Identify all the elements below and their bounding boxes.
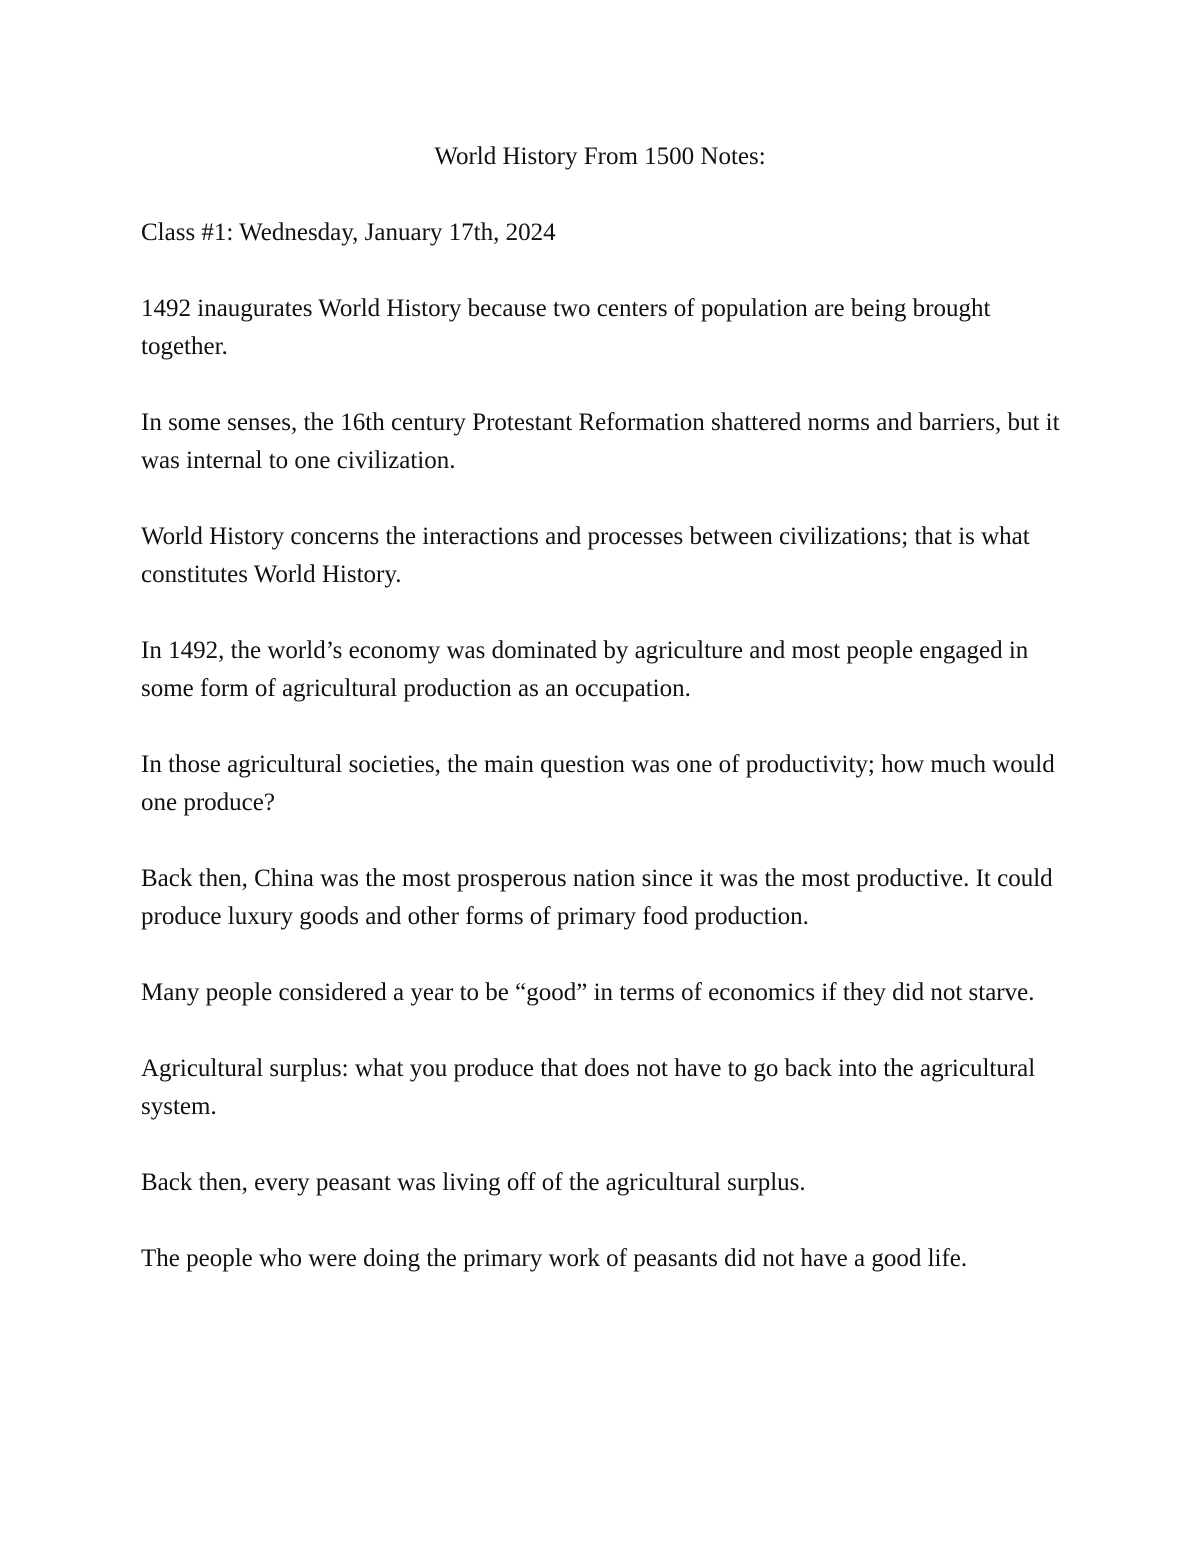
paragraph: In those agricultural societies, the main question was one of productivity; how much would one produce? — [141, 751, 1055, 816]
paragraph: World History concerns the interactions and processes between civilizations; that is what constitutes World History. — [141, 523, 1030, 588]
paragraph: Agricultural surplus: what you produce that does not have to go back into the agricultural system. — [141, 1055, 1036, 1120]
paragraph: In some senses, the 16th century Protestant Reformation shattered norms and barriers, but it was internal to one civilization. — [141, 409, 1060, 474]
document-body — [141, 214, 1066, 1316]
paragraph: The people who were doing the primary work of peasants did not have a good life. — [141, 1245, 968, 1272]
document-title: World History From 1500 Notes: — [434, 143, 766, 170]
paragraph: Back then, China was the most prosperous nation since it was the most productive. It could produce luxury goods and other forms of primary food production. — [141, 865, 1053, 930]
paragraph: Back then, every peasant was living off of the agricultural surplus. — [141, 1169, 806, 1196]
paragraph: 1492 inaugurates World History because two centers of population are being brought together. — [141, 295, 991, 360]
class-heading: Class #1: Wednesday, January 17th, 2024 — [141, 219, 556, 246]
paragraph: In 1492, the world’s economy was dominated by agriculture and most people engaged in some form of agricultural production as an occupation. — [141, 637, 1029, 702]
paragraph: Many people considered a year to be “good” in terms of economics if they did not starve. — [141, 979, 1035, 1006]
